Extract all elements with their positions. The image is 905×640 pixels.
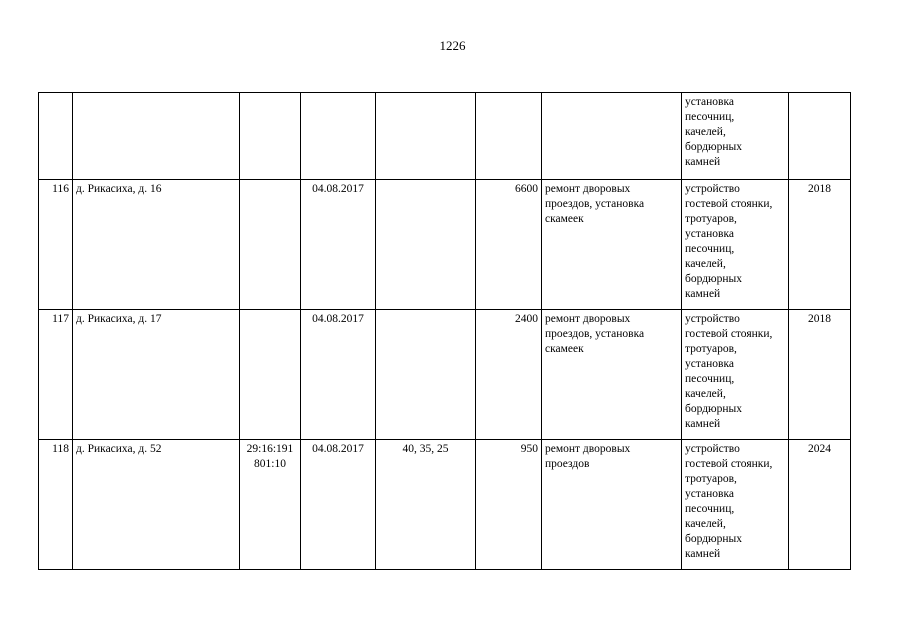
min-works-cell [542, 93, 682, 180]
date-cell [301, 93, 376, 180]
date-cell: 04.08.2017 [301, 310, 376, 440]
address-cell [73, 93, 240, 180]
values-cell [376, 93, 476, 180]
row-number: 116 [39, 180, 73, 310]
address-cell: д. Рикасиха, д. 52 [73, 440, 240, 570]
cadastral-cell [240, 93, 301, 180]
year-cell: 2024 [789, 440, 851, 570]
area-cell: 6600 [476, 180, 542, 310]
table-row [39, 93, 851, 180]
extra-works-cell: установка песочниц, качелей, бордюрных камней [682, 93, 789, 180]
address-cell: д. Рикасиха, д. 16 [73, 180, 240, 310]
values-cell [376, 310, 476, 440]
values-cell: 40, 35, 25 [376, 440, 476, 570]
cadastral-cell: 29:16:191 801:10 [240, 440, 301, 570]
extra-works-cell: устройство гостевой стоянки, тротуаров, установка песочниц, качелей, бордюрных камней [682, 180, 789, 310]
area-cell [476, 93, 542, 180]
table-row [39, 180, 851, 310]
extra-works-cell: устройство гостевой стоянки, тротуаров, установка песочниц, качелей, бордюрных камней [682, 440, 789, 570]
year-cell: 2018 [789, 310, 851, 440]
year-cell [789, 93, 851, 180]
extra-works-cell: устройство гостевой стоянки, тротуаров, установка песочниц, качелей, бордюрных камней [682, 310, 789, 440]
min-works-cell: ремонт дворовых проездов [542, 440, 682, 570]
table-row [39, 440, 851, 570]
row-number [39, 93, 73, 180]
yard-improvement-table [38, 92, 851, 570]
year-cell: 2018 [789, 180, 851, 310]
min-works-cell: ремонт дворовых проездов, установка скамеек [542, 310, 682, 440]
cadastral-cell [240, 180, 301, 310]
row-number: 117 [39, 310, 73, 440]
date-cell: 04.08.2017 [301, 180, 376, 310]
date-cell: 04.08.2017 [301, 440, 376, 570]
values-cell [376, 180, 476, 310]
table-row [39, 310, 851, 440]
area-cell: 950 [476, 440, 542, 570]
row-number: 118 [39, 440, 73, 570]
cadastral-cell [240, 310, 301, 440]
area-cell: 2400 [476, 310, 542, 440]
min-works-cell: ремонт дворовых проездов, установка скамеек [542, 180, 682, 310]
address-cell: д. Рикасиха, д. 17 [73, 310, 240, 440]
page-number: 1226 [439, 38, 466, 53]
